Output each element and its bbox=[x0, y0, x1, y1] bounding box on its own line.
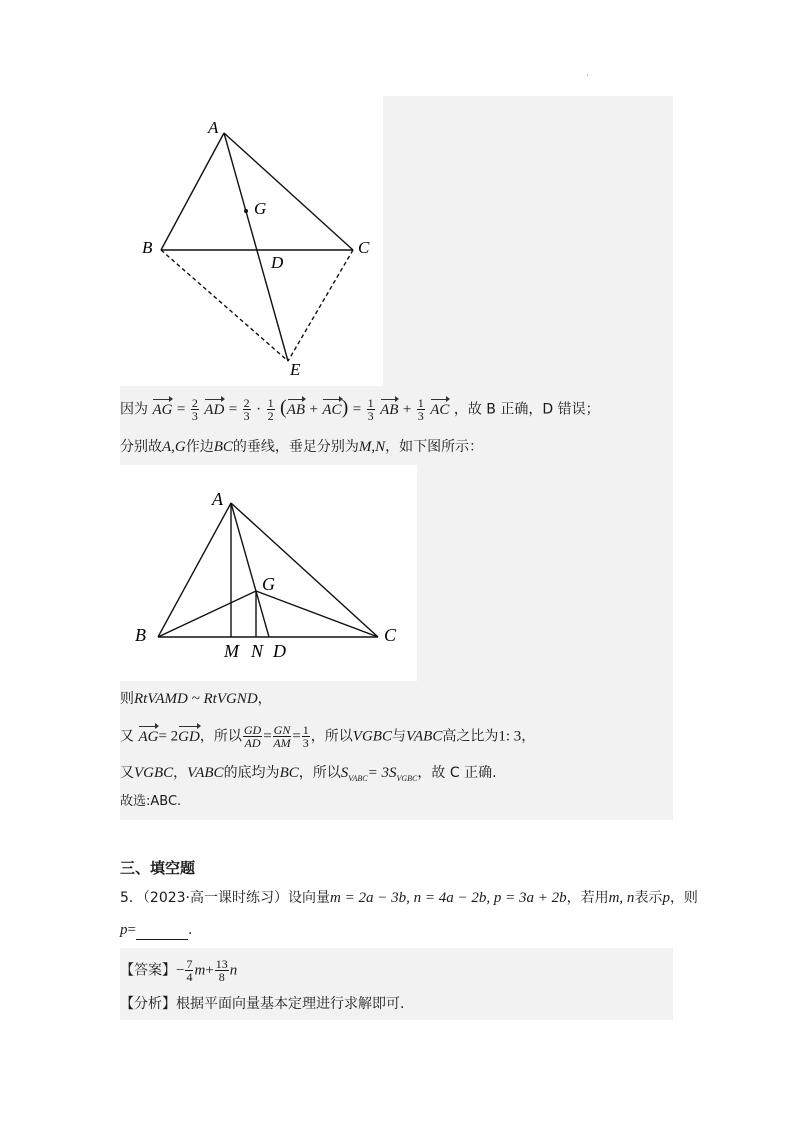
line-vector-ag: 因为 AG = $\frac{2}{3}$ AD = $\frac{2}{3}$ · $\frac{1}{2}$ (AB + AC) = $\frac{1}{3}$ AB + $\frac{1}{3}$ AC ，故 B 正确，D 错误； bbox=[120, 396, 600, 423]
corner-mark: · bbox=[586, 71, 589, 81]
line-final-choice: 故选:ABC. bbox=[120, 794, 182, 809]
figure-triangle-abc-e bbox=[120, 96, 383, 386]
median-ae bbox=[224, 133, 288, 361]
label-n: N bbox=[251, 641, 264, 661]
label-b: B bbox=[135, 625, 146, 645]
edge-be bbox=[161, 250, 288, 361]
label-e: E bbox=[290, 360, 301, 379]
median-ad bbox=[231, 503, 269, 637]
segment-bg bbox=[158, 591, 256, 637]
line-perpendiculars: 分别故A,G作边BC的垂线，垂足分别为M,N，如下图所示： bbox=[120, 439, 484, 455]
segment-cg bbox=[256, 591, 378, 637]
section-title: 三、填空题 bbox=[120, 859, 196, 877]
label-c: C bbox=[384, 625, 397, 645]
label-b: B bbox=[142, 238, 153, 257]
edge-ab bbox=[161, 133, 224, 250]
line-similar-triangles: 则RtVAMD ~ RtVGND， bbox=[120, 691, 272, 707]
label-d: D bbox=[273, 641, 286, 661]
label-m: M bbox=[224, 641, 239, 661]
question-5-blank-line: p= . bbox=[120, 922, 193, 938]
label-a: A bbox=[208, 118, 219, 137]
edge-ab bbox=[158, 503, 231, 637]
analysis-line: 【分析】根据平面向量基本定理进行求解即可. bbox=[120, 996, 405, 1012]
question-5: 5．（2023·高一课时练习）设向量m = 2a − 3b, n = 4a − 2b, p = 3a + 2b，若用m, n表示p，则 bbox=[120, 890, 698, 906]
label-c: C bbox=[358, 238, 370, 257]
line-area-conclusion: 又VGBC，VABC的底均为BC，所以$S_{VABC}= 3S_{VGBC}$，故 C 正确. bbox=[120, 765, 497, 783]
answer-line: 【答案】− $\frac{7}{4}$ m+ $\frac{13}{8}$ n bbox=[120, 957, 238, 984]
label-g: G bbox=[254, 199, 267, 218]
label-g: G bbox=[262, 574, 275, 594]
label-d: D bbox=[271, 253, 284, 272]
edge-ce bbox=[288, 250, 353, 361]
label-a: A bbox=[212, 489, 223, 509]
figure-triangle-perpendiculars bbox=[120, 465, 417, 681]
edge-ac bbox=[224, 133, 353, 250]
edge-ac bbox=[231, 503, 378, 637]
line-ratio: 又 AG= 2GD，所以 $\frac{GD}{AD}$ = $\frac{GN}{AM}$ = $\frac{1}{3}$ ，所以VGBC与VABC高之比为1: 3， bbox=[120, 723, 536, 750]
answer-blank bbox=[136, 925, 188, 940]
